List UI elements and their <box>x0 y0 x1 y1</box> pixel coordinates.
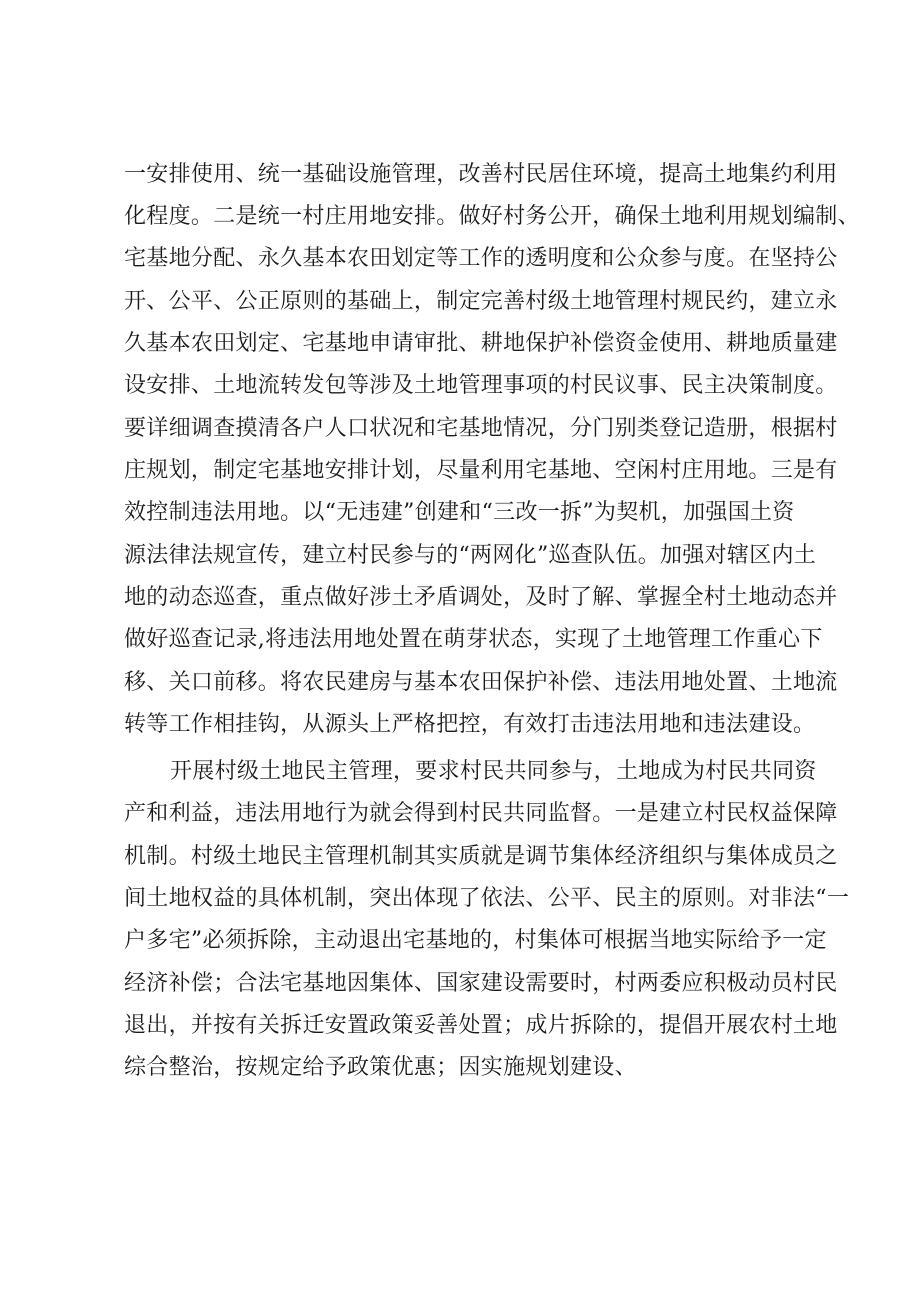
text-line: 间土地权益的具体机制，突出体现了依法、公平、民主的原则。对非法“一 <box>124 886 850 911</box>
text-line: 化程度。二是统一村庄用地安排。做好村务公开，确保土地利用规划编制、 <box>124 204 860 229</box>
text-line: 久基本农田划定、宅基地申请审批、耕地保护补偿资金使用、耕地质量建 <box>124 331 838 356</box>
text-line: 做好巡查记录,将违法用地处置在萌芽状态，实现了土地管理工作重心下 <box>124 627 823 652</box>
paragraph-first-line: 开展村级土地民主管理，要求村民共同参与，土地成为村民共同资 <box>170 759 817 784</box>
text-line: 退出，并按有关拆迁安置政策妥善处置；成片拆除的，提倡开展农村土地 <box>124 1013 838 1038</box>
text-line: 综合整治，按规定给予政策优惠；因实施规划建设、 <box>124 1055 637 1080</box>
text-line: 移、关口前移。将农民建房与基本农田保护补偿、违法用地处置、土地流 <box>124 670 838 695</box>
text-line: 源法律法规宣传，建立村民参与的“两网化”巡查队伍。加强对辖区内土 <box>124 543 817 568</box>
text-line: 产和利益，违法用地行为就会得到村民共同监督。一是建立村民权益保障 <box>124 801 838 826</box>
text-line: 效控制违法用地。以“无违建”创建和“三改一拆”为契机，加强国土资 <box>124 500 795 525</box>
text-line: 转等工作相挂钩，从源头上严格把控，有效打击违法用地和违法建设。 <box>124 712 816 737</box>
text-line: 户多宅”必须拆除，主动退出宅基地的，村集体可根据当地实际给予一定 <box>124 928 827 953</box>
text-line: 机制。村级土地民主管理机制其实质就是调节集体经济组织与集体成员之 <box>124 844 838 869</box>
text-line: 经济补偿；合法宅基地因集体、国家建设需要时，村两委应积极动员村民 <box>124 971 838 996</box>
text-line: 设安排、土地流转发包等涉及土地管理事项的村民议事、民主决策制度。 <box>124 373 838 398</box>
text-line: 庄规划，制定宅基地安排计划，尽量利用宅基地、空闲村庄用地。三是有 <box>124 458 838 483</box>
text-line: 开、公平、公正原则的基础上，制定完善村级土地管理村规民约，建立永 <box>124 289 838 314</box>
text-line: 宅基地分配、永久基本农田划定等工作的透明度和公众参与度。在坚持公 <box>124 246 838 271</box>
text-line: 要详细调查摸清各户人口状况和宅基地情况，分门别类登记造册，根据村 <box>124 416 838 441</box>
text-line: 地的动态巡查，重点做好涉土矛盾调处，及时了解、掌握全村土地动态并 <box>124 585 838 610</box>
text-line: 一安排使用、统一基础设施管理，改善村民居住环境，提高土地集约利用 <box>124 162 838 187</box>
